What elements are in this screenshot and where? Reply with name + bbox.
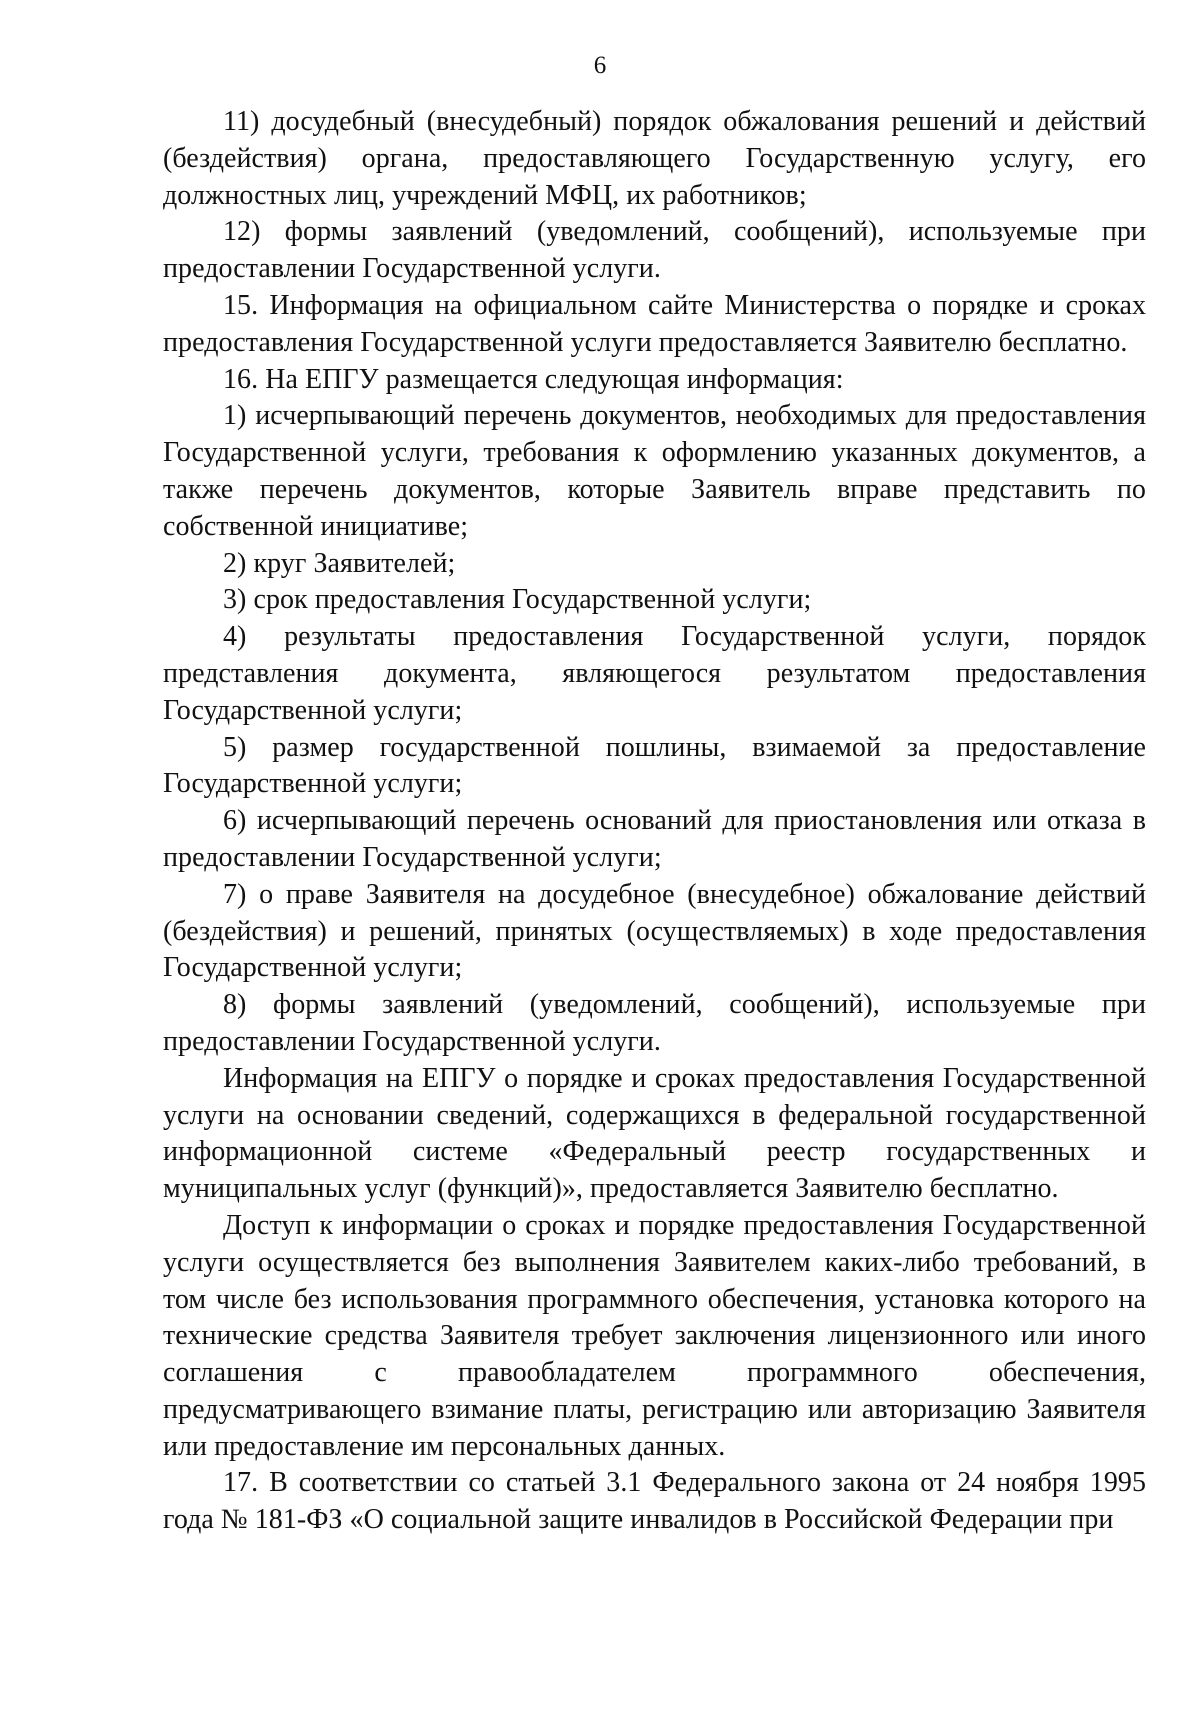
paragraph-item-11: 11) досудебный (внесудебный) порядок обжалования решений и действий (бездействия) органа, предоставляющего Государственную услугу, его должностных лиц, учреждений МФЦ, их работников; (163, 106, 1146, 211)
paragraph-clause-17: 17. В соответствии со статьей 3.1 Федерального закона от 24 ноября 1995 года № 181-ФЗ «О социальной защите инвалидов в Российской Федерации при (163, 1467, 1146, 1536)
paragraph-item-3: 3) срок предоставления Государственной услуги; (223, 584, 812, 616)
paragraph-item-6: 6) исчерпывающий перечень оснований для приостановления или отказа в предоставлении Государственной услуги; (163, 805, 1146, 873)
paragraph-item-7: 7) о праве Заявителя на досудебное (внесудебное) обжалование действий (бездействия) и решений, принятых (осуществляемых) в ходе предоставления Государственной услуги; (163, 878, 1146, 984)
paragraph-clause-15: 15. Информация на официальном сайте Министерства о порядке и сроках предоставления Государственной услуги предоставляется Заявителю бесплатно. (163, 289, 1146, 358)
paragraph-epgu-info: Информация на ЕПГУ о порядке и сроках предоставления Государственной услуги на основании сведений, содержащихся в федеральной государственной информационной системе «Федеральный реестр государственных и муниципальных услуг (функций)», предоставляется Заявителю бесплатно. (163, 1062, 1146, 1205)
paragraph-clause-16: 16. На ЕПГУ размещается следующая информация: (223, 363, 844, 395)
paragraph-item-8: 8) формы заявлений (уведомлений, сообщений), используемые при предоставлении Государственной услуги. (163, 989, 1146, 1057)
paragraph-item-5: 5) размер государственной пошлины, взимаемой за предоставление Государственной услуги; (163, 731, 1146, 800)
paragraph-item-1: 1) исчерпывающий перечень документов, необходимых для предоставления Государственной услуги, требования к оформлению указанных документов, а также перечень документов, которые Заявитель вправе представить по собственной инициативе; (163, 400, 1146, 542)
page-number: 6 (593, 52, 607, 79)
paragraph-item-4: 4) результаты предоставления Государственной услуги, порядок представления документа, являющегося результатом предоставления Государственной услуги; (163, 621, 1146, 726)
paragraph-item-2: 2) круг Заявителей; (223, 547, 456, 579)
paragraph-access-info: Доступ к информации о сроках и порядке предоставления Государственной услуги осуществляется без выполнения Заявителем каких-либо требований, в том числе без использования программного обеспечения, установка которого на технические средства Заявителя требует заключения лицензионного или иного соглашения с правообладателем программного обеспечения, предусматривающего взимание платы, регистрацию или авторизацию Заявителя или предоставление им персональных данных. (163, 1209, 1146, 1462)
document-body (163, 104, 1146, 1539)
paragraph-item-12: 12) формы заявлений (уведомлений, сообщений), используемые при предоставлении Государственной услуги. (163, 216, 1146, 285)
